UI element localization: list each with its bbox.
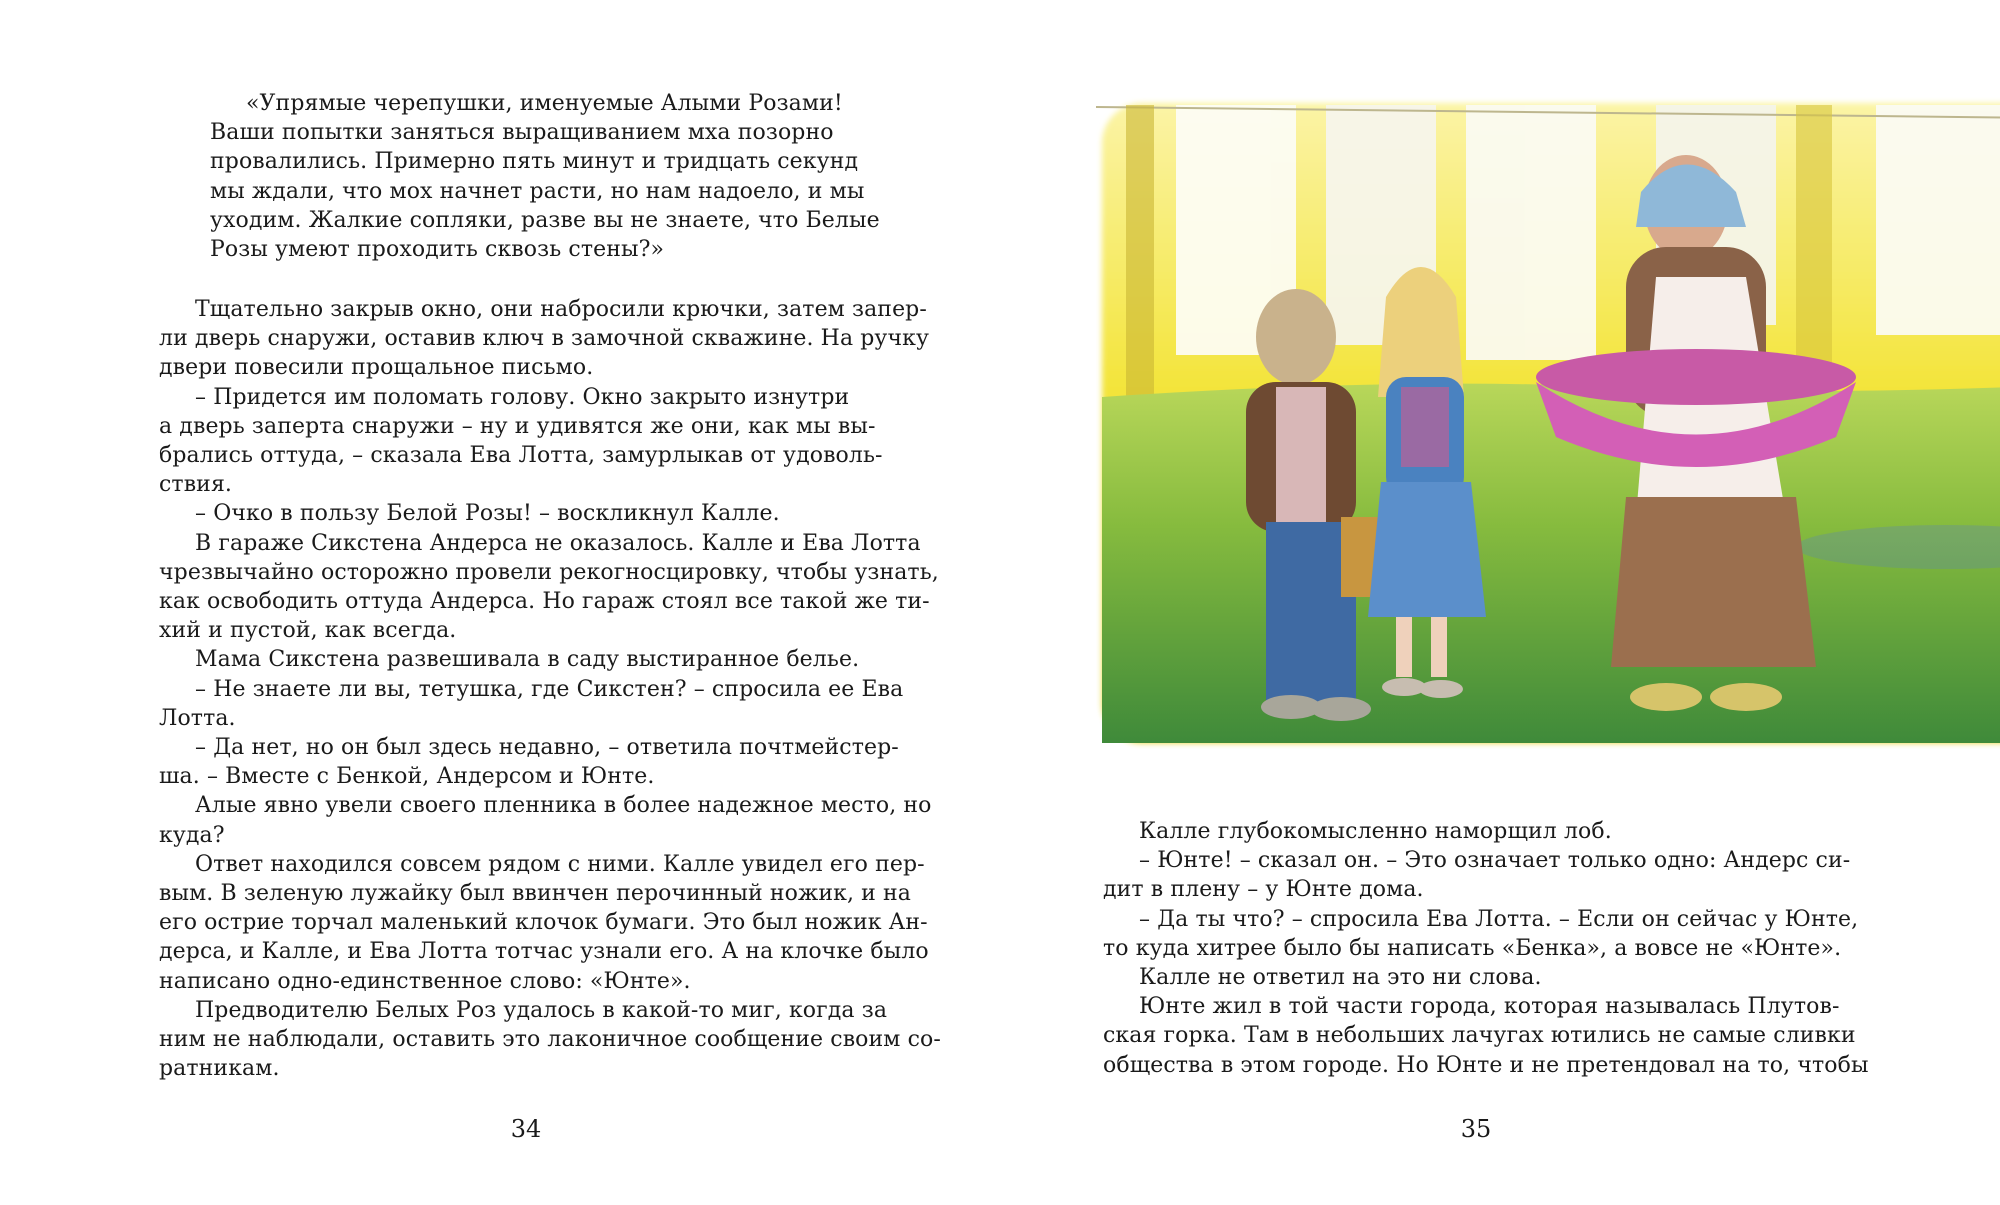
right-page: [1000, 0, 2000, 1205]
text-line: брались оттуда, – сказала Ева Лотта, замурлыкав от удоволь-: [159, 443, 883, 468]
text-line: Тщательно закрыв окно, они набросили крючки, затем запер-: [195, 297, 927, 322]
text-line: двери повесили прощальное письмо.: [159, 355, 594, 381]
text-line: – Да нет, но он был здесь недавно, – ответила почтмейстер-: [195, 735, 899, 760]
text-line: – Да ты что? – спросила Ева Лотта. – Если он сейчас у Юнте,: [1139, 906, 1859, 932]
text-line: Алые явно увели своего пленника в более надежное место, но: [195, 793, 932, 819]
text-line: мы ждали, что мох начнет расти, но нам надоело, и мы: [210, 178, 865, 204]
text-line: чрезвычайно осторожно провели рекогносцировку, чтобы узнать,: [159, 559, 939, 585]
text-line: дерса, и Калле, и Ева Лотта тотчас узнали его. А на клочке было: [159, 939, 929, 965]
text-line: – Очко в пользу Белой Розы! – воскликнул Калле.: [195, 501, 780, 527]
illustration-mother-with-basin-and-children: [1096, 97, 2000, 749]
text-line: общества в этом городе. Но Юнте и не претендовал на то, чтобы: [1103, 1052, 1869, 1078]
text-line: – Не знаете ли вы, тетушка, где Сикстен? – спросила ее Ева: [195, 676, 904, 702]
text-line: Ваши попытки заняться выращиванием мха позорно: [210, 120, 834, 146]
text-line: ратникам.: [159, 1056, 280, 1082]
page-number-left: 34: [510, 1115, 542, 1143]
text-line: Ответ находился совсем рядом с ними. Калле увидел его пер-: [195, 851, 925, 877]
text-line: Юнте жил в той части города, которая называлась Плутов-: [1139, 994, 1840, 1020]
text-line: Предводителю Белых Роз удалось в какой-то миг, когда за: [195, 997, 888, 1023]
text-line: «Упрямые черепушки, именуемые Алыми Розами!: [246, 91, 843, 116]
text-line: Калле не ответил на это ни слова.: [1139, 965, 1542, 990]
text-line: ним не наблюдали, оставить это лаконичное сообщение своим со-: [159, 1027, 941, 1052]
text-line: его острие торчал маленький клочок бумаги. Это был ножик Ан-: [159, 910, 928, 936]
text-line: вым. В зеленую лужайку был ввинчен перочинный ножик, и на: [159, 881, 911, 906]
text-line: – Придется им поломать голову. Окно закрыто изнутри: [195, 384, 850, 410]
text-line: Калле глубокомысленно наморщил лоб.: [1139, 819, 1612, 844]
text-line: ская горка. Там в небольших лачугах ютились не самые сливки: [1103, 1023, 1856, 1049]
text-line: а дверь заперта снаружи – ну и удивятся же они, как мы вы-: [159, 413, 876, 439]
text-line: как освободить оттуда Андерса. Но гараж стоял все такой же ти-: [159, 589, 930, 614]
text-line: Лотта.: [159, 705, 236, 731]
text-line: дит в плену – у Юнте дома.: [1103, 877, 1424, 903]
text-line: то куда хитрее было бы написать «Бенка», а вовсе не «Юнте».: [1103, 935, 1842, 961]
text-line: написано одно-единственное слово: «Юнте».: [159, 968, 691, 994]
page-number-right: 35: [1460, 1115, 1492, 1143]
text-line: ствия.: [159, 472, 233, 498]
text-line: ли дверь снаружи, оставив ключ в замочной скважине. На ручку: [159, 326, 930, 352]
text-line: куда?: [159, 822, 225, 848]
text-line: ша. – Вместе с Бенкой, Андерсом и Юнте.: [159, 764, 655, 790]
text-line: хий и пустой, как всегда.: [159, 618, 457, 644]
text-line: уходим. Жалкие сопляки, разве вы не знаете, что Белые: [210, 207, 880, 233]
text-line: – Юнте! – сказал он. – Это означает только одно: Андерс си-: [1139, 848, 1851, 874]
text-line: В гараже Сикстена Андерса не оказалось. Калле и Ева Лотта: [195, 530, 921, 556]
text-line: Розы умеют проходить сквозь стены?»: [210, 237, 665, 262]
text-line: провалились. Примерно пять минут и тридцать секунд: [210, 149, 859, 175]
text-line: Мама Сикстена развешивала в саду выстиранное белье.: [195, 647, 860, 673]
